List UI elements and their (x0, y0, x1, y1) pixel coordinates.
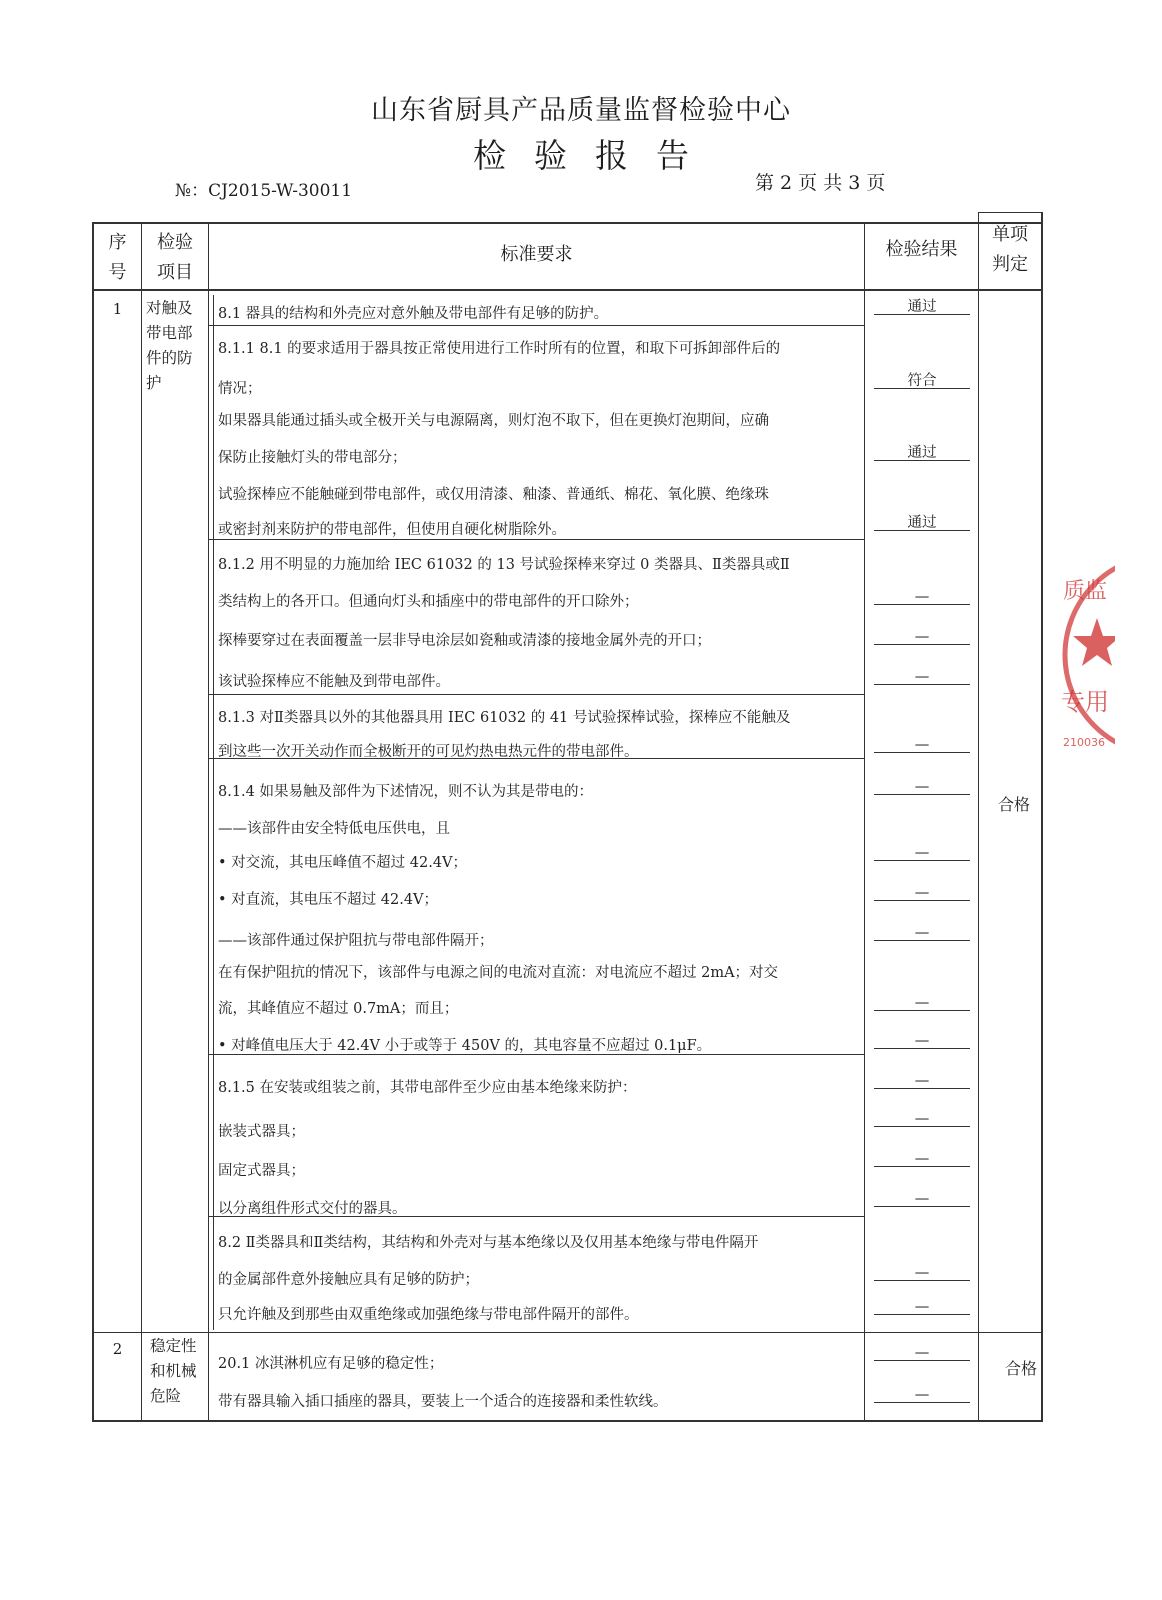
result-cell: — (874, 1034, 970, 1049)
req-line: 8.2 Ⅱ类器具和Ⅱ类结构，其结构和外壳对与基本绝缘以及仅用基本绝缘与带电件隔开 (218, 1235, 759, 1251)
req-line: • 对直流，其电压不超过 42.4V； (218, 892, 439, 908)
req-line: 只允许触及到那些由双重绝缘或加强绝缘与带电部件隔开的部件。 (218, 1307, 639, 1323)
row2-no: 2 (112, 1340, 123, 1358)
req-line: ——该部件通过保护阻抗与带电部件隔开； (218, 933, 494, 949)
req-line: 情况； (218, 381, 262, 397)
result-cell: — (874, 780, 970, 795)
svg-text:专用: 专用 (1061, 688, 1109, 716)
req-line: 8.1.5 在安装或组装之前，其带电部件至少应由基本绝缘来防护： (218, 1080, 637, 1096)
req-line: ——该部件由安全特低电压供电，且 (218, 821, 450, 837)
req-line: 嵌装式器具； (218, 1124, 305, 1140)
header-requirement: 标准要求 (500, 244, 573, 265)
req-line: 流，其峰值应不超过 0.7mA；而且； (218, 1001, 459, 1017)
result-cell: — (874, 670, 970, 685)
result-cell: — (874, 926, 970, 941)
result-cell: 通过 (874, 446, 970, 461)
doc-number: №：CJ2015-W-30011 (175, 181, 353, 201)
row2-verdict: 合格 (1005, 1359, 1038, 1378)
result-cell: — (874, 738, 970, 753)
row1-no: 1 (112, 300, 123, 318)
req-line: 带有器具输入插口插座的器具，要装上一个适合的连接器和柔性软线。 (218, 1394, 668, 1410)
result-cell: — (874, 1266, 970, 1281)
header-verdict: 单项 判定 (992, 224, 1028, 275)
result-cell: — (874, 1112, 970, 1127)
result-cell: — (874, 1346, 970, 1361)
row2-item: 稳定性 和机械 危险 (150, 1337, 197, 1405)
result-cell: — (874, 996, 970, 1011)
report-title: 检验报告 (473, 136, 717, 175)
req-line: 该试验探棒应不能触及到带电部件。 (218, 674, 450, 690)
result-cell: — (874, 1192, 970, 1207)
result-cell: — (874, 846, 970, 861)
req-line: 在有保护阻抗的情况下，该部件与电源之间的电流对直流：对电流应不超过 2mA；对交 (218, 965, 779, 981)
header-no: 序 号 (108, 232, 127, 283)
req-line: 固定式器具； (218, 1163, 305, 1179)
result-cell: — (874, 1388, 970, 1403)
req-line: 8.1.4 如果易触及部件为下述情况，则不认为其是带电的： (218, 784, 594, 800)
header-item: 检验 项目 (157, 232, 193, 283)
req-line: 试验探棒应不能触碰到带电部件，或仅用清漆、釉漆、普通纸、棉花、氧化膜、绝缘珠 (218, 487, 769, 503)
req-line: 8.1.2 用不明显的力施加给 IEC 61032 的 13 号试验探棒来穿过 0 类器具、Ⅱ类器具或Ⅱ (218, 557, 790, 573)
req-line: 8.1.1 8.1 的要求适用于器具按正常使用进行工作时所有的位置，和取下可拆卸部件后的 (218, 341, 781, 357)
page-info: 第 2 页 共 3 页 (755, 172, 886, 194)
result-cell: — (874, 630, 970, 645)
req-line: 类结构上的各开口。但通向灯头和插座中的带电部件的开口除外； (218, 594, 639, 610)
header-result: 检验结果 (885, 239, 958, 260)
result-cell: — (874, 1300, 970, 1315)
result-cell: — (874, 1074, 970, 1089)
req-line: 如果器具能通过插头或全极开关与电源隔离，则灯泡不取下，但在更换灯泡期间，应确 (218, 413, 769, 429)
req-line: 以分离组件形式交付的器具。 (218, 1201, 407, 1217)
req-line: • 对交流，其电压峰值不超过 42.4V； (218, 855, 468, 871)
req-line: 8.1 器具的结构和外壳应对意外触及带电部件有足够的防护。 (218, 306, 609, 322)
result-cell: 通过 (874, 516, 970, 531)
result-cell: 符合 (874, 374, 970, 389)
req-line: 到这些一次开关动作而全极断开的可见灼热电热元件的带电部件。 (218, 744, 639, 760)
req-line: 8.1.3 对Ⅱ类器具以外的其他器具用 IEC 61032 的 41 号试验探棒试验，探棒应不能触及 (218, 710, 791, 726)
result-cell: 通过 (874, 300, 970, 315)
req-line: 保防止接触灯头的带电部分； (218, 450, 407, 466)
req-line: 20.1 冰淇淋机应有足够的稳定性； (218, 1356, 444, 1372)
req-line: 探棒要穿过在表面覆盖一层非导电涂层如瓷釉或清漆的接地金属外壳的开口； (218, 633, 711, 649)
svg-text:210036: 210036 (1063, 736, 1105, 749)
result-cell: — (874, 886, 970, 901)
result-cell: — (874, 1152, 970, 1167)
result-cell: — (874, 590, 970, 605)
req-line: • 对峰值电压大于 42.4V 小于或等于 450V 的，其电容量不应超过 0.1μF。 (218, 1038, 712, 1054)
req-line: 或密封剂来防护的带电部件，但使用自硬化树脂除外。 (218, 522, 566, 538)
svg-text:质监: 质监 (1063, 579, 1108, 604)
org-title: 山东省厨具产品质量监督检验中心 (371, 95, 791, 126)
official-stamp (1055, 550, 1115, 760)
row1-verdict: 合格 (998, 795, 1031, 814)
row1-item: 对触及 带电部 件的防 护 (146, 299, 193, 392)
req-line: 的金属部件意外接触应具有足够的防护； (218, 1272, 479, 1288)
